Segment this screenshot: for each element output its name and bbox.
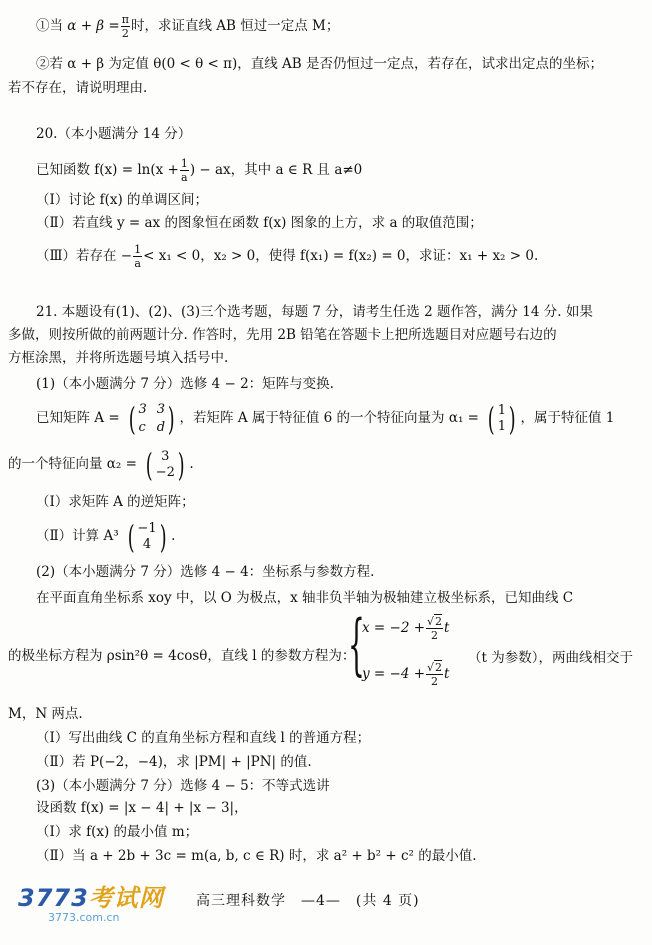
matrix-A: ( 3 3 c d ) — [128, 399, 175, 438]
q21-s3-part1: （Ⅰ）求 f(x) 的最小值 m； — [36, 824, 199, 840]
q21-s1-given: 已知矩阵 A = ( 3 3 c d ) ，若矩阵 A 属于特征值 6 的一个特征向量为 α₁ = ( 1 1 ) ，属于特征值 1 — [36, 399, 615, 438]
q19-part2-cont: 若不存在，请说明理由. — [8, 80, 148, 96]
q21-s2-part2: （Ⅱ）若 P(−2，−4)，求 |PM| + |PN| 的值. — [36, 754, 312, 770]
q21-s3-given: 设函数 f(x) = |x − 4| + |x − 3|， — [36, 800, 248, 816]
param-eq-note: （t 为参数），两曲线相交于 — [468, 650, 633, 666]
param-eq-y: y = −4 + $\frac{√2}{2}$ t — [362, 661, 450, 688]
q21-s1-title: (1)（本小题满分 7 分）选修 4 − 2：矩阵与变换. — [36, 376, 334, 392]
q21-s2-part1: （Ⅰ）写出曲线 C 的直角坐标方程和直线 l 的普通方程； — [36, 730, 371, 746]
q21-intro-line2: 多做，则按所做的前两题计分. 作答时，先用 2B 铅笔在答题卡上把所选题目对应题号右边的 — [8, 327, 557, 343]
site-logo: 3773考试网 3773.com.cn — [18, 884, 164, 924]
vector-alpha2: ( 3 −2 ) — [146, 445, 185, 484]
q21-intro-line1: 21. 本题设有(1)、(2)、(3)三个选考题，每题 7 分，请考生任选 2 题作答，满分 14 分. 如果 — [36, 304, 593, 320]
vector-b: ( −1 4 ) — [127, 517, 167, 556]
q21-s3-title: (3)（本小题满分 7 分）选修 4 − 5：不等式选讲 — [36, 778, 330, 794]
q20-part1: （Ⅰ）讨论 f(x) 的单调区间； — [36, 192, 209, 208]
q21-s2-title: (2)（本小题满分 7 分）选修 4 − 4：坐标系与参数方程. — [36, 564, 375, 580]
vector-alpha1: ( 1 1 ) — [488, 399, 516, 438]
q20-title: 20.（本小题满分 14 分） — [36, 126, 192, 142]
q21-s1-part1: （Ⅰ）求矩阵 A 的逆矩阵； — [36, 494, 195, 510]
param-eq-x: x = −2 + $\frac{√2}{2}$ t — [362, 615, 450, 642]
q21-s2-line3: M，N 两点. — [8, 706, 83, 722]
q21-intro-line3: 方框涂黑，并将所选题号填入括号中. — [8, 350, 229, 366]
q20-given: 已知函数 f(x) = ln(x + $\frac{1}{a}$ ) − ax，其中 a ∈ R 且 a≠0 — [36, 157, 363, 184]
q21-s3-part2: （Ⅱ）当 a + 2b + 3c = m(a, b, c ∈ R) 时，求 a² + b² + c² 的最小值. — [36, 848, 477, 864]
q20-part3: （Ⅲ）若存在 − $\frac{1}{a}$ < x₁ < 0，x₂ > 0，使得 f(x₁) = f(x₂) = 0，求证：x₁ + x₂ > 0. — [36, 243, 539, 270]
q21-s2-line1: 在平面直角坐标系 xoy 中，以 O 为极点，x 轴非负半轴为极轴建立极坐标系，已知曲线 C — [36, 590, 574, 606]
page-footer: 高三理科数学 —4— (共 4 页) — [196, 893, 420, 909]
q21-s1-given-cont: 的一个特征向量 α₂ = ( 3 −2 ) . — [8, 445, 194, 484]
q21-s2-line2: 的极坐标方程为 ρsin²θ = 4cosθ，直线 l 的参数方程为： — [8, 648, 356, 664]
q20-part2: （Ⅱ）若直线 y = ax 的图象恒在函数 f(x) 图象的上方，求 a 的取值范围； — [36, 215, 483, 231]
parametric-system: { x = −2 + $\frac{√2}{2}$ t （t 为参数），两曲线相交于 y = −4 + $\frac{√2}{2}$ t — [348, 606, 633, 688]
q19-part2: ②若 α + β 为定值 θ(0 < θ < π)，直线 AB 是否仍恒过一定点，若存在，试求出定点的坐标； — [36, 56, 603, 72]
q19-part1: ①当 α + β = $\frac{\pi}{2}$ 时，求证直线 AB 恒过一定点 M； — [36, 13, 340, 40]
q21-s1-part2: （Ⅱ）计算 A³ ( −1 4 ) . — [36, 517, 176, 556]
